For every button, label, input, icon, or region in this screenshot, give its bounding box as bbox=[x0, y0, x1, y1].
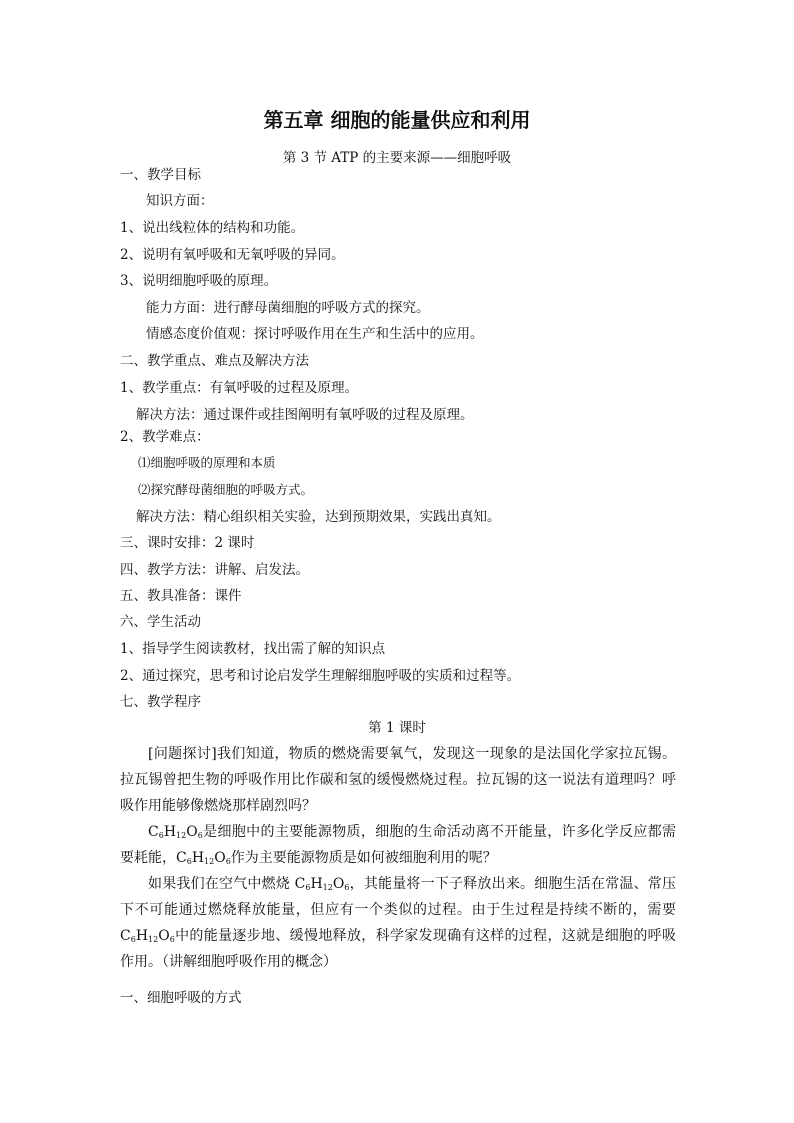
activity-item-1: 1、指导学生阅读教材，找出需了解的知识点 bbox=[120, 641, 386, 657]
difficulty-item-1: ⑴细胞呼吸的原理和本质 bbox=[138, 455, 276, 470]
heading-respiration-modes: 一、细胞呼吸的方式 bbox=[120, 990, 242, 1006]
ability-goal: 能力方面：进行酵母菌细胞的呼吸方式的探究。 bbox=[146, 300, 430, 316]
difficulty-item-2: ⑵探究酵母菌细胞的呼吸方式。 bbox=[138, 482, 314, 497]
knowledge-item-1: 1、说出线粒体的结构和功能。 bbox=[120, 220, 305, 236]
heading-schedule: 三、课时安排：2 课时 bbox=[120, 535, 255, 551]
formula-glucose: $C_6H_{12}O_6$ bbox=[294, 876, 350, 892]
heading-student-activities: 六、学生活动 bbox=[120, 614, 201, 630]
formula-glucose: $C_6H_{12}O_6$ bbox=[176, 850, 231, 866]
teaching-difficulty: 2、教学难点： bbox=[120, 429, 210, 445]
teaching-focus: 1、教学重点：有氧呼吸的过程及原理。 bbox=[120, 380, 359, 396]
heading-methods: 四、教学方法：讲解、启发法。 bbox=[120, 562, 309, 578]
attitude-goal: 情感态度价值观：探讨呼吸作用在生产和生活中的应用。 bbox=[146, 326, 484, 342]
formula-glucose: $C_6H_{12}O_6$ bbox=[120, 928, 175, 944]
paragraph-problem-discussion: [问题探讨]我们知道，物质的燃烧需要氧气，发现这一现象的是法国化学家拉瓦锡。拉瓦锡曾把生物的呼吸作用比作碳和氢的缓慢燃烧过程。拉瓦锡的这一说法有道理吗？呼吸作用能够像燃烧那样剧烈吗？ bbox=[120, 746, 676, 814]
focus-solution: 解决方法：通过课件或挂图阐明有氧呼吸的过程及原理。 bbox=[136, 407, 474, 423]
paragraph-glucose-energy: $C_6H_{12}O_6$是细胞中的主要能源物质，细胞的生命活动离不开能量，许多化学反应都需要耗能，$C_6H_{12}O_6$作为主要能源物质是如何被细胞利用的呢？ bbox=[120, 824, 676, 866]
paragraph-respiration-concept: 如果我们在空气中燃烧 $C_6H_{12}O_6$，其能量将一下子释放出来。细胞生活在常温、常压下不可能通过燃烧释放能量，但应有一个类似的过程。由于生过程是持续不断的，需要 $C_6H_{12}O_6$中的能量逐步地、缓慢地释放，科学家发现确有这样的过程，这就是细胞的呼吸作用。（讲解细胞呼吸作用的概念） bbox=[120, 876, 677, 970]
heading-procedure: 七、教学程序 bbox=[120, 694, 201, 710]
chapter-title: 第五章 细胞的能量供应和利用 bbox=[263, 108, 531, 132]
knowledge-label: 知识方面： bbox=[146, 193, 214, 209]
section-subtitle: 第 3 节 ATP 的主要来源——细胞呼吸 bbox=[282, 150, 512, 166]
activity-item-2: 2、通过探究，思考和讨论启发学生理解细胞呼吸的实质和过程等。 bbox=[120, 668, 521, 684]
heading-key-points: 二、教学重点、难点及解决方法 bbox=[120, 353, 309, 369]
formula-glucose: $C_6H_{12}O_6$ bbox=[148, 824, 203, 840]
knowledge-item-3: 3、说明细胞呼吸的原理。 bbox=[120, 273, 278, 289]
heading-materials: 五、教具准备：课件 bbox=[120, 588, 242, 604]
heading-teaching-goals: 一、教学目标 bbox=[120, 167, 201, 183]
knowledge-item-2: 2、说明有氧呼吸和无氧呼吸的异同。 bbox=[120, 247, 345, 263]
lesson-label: 第 1 课时 bbox=[368, 720, 426, 736]
difficulty-solution: 解决方法：精心组织相关实验，达到预期效果，实践出真知。 bbox=[136, 509, 501, 525]
